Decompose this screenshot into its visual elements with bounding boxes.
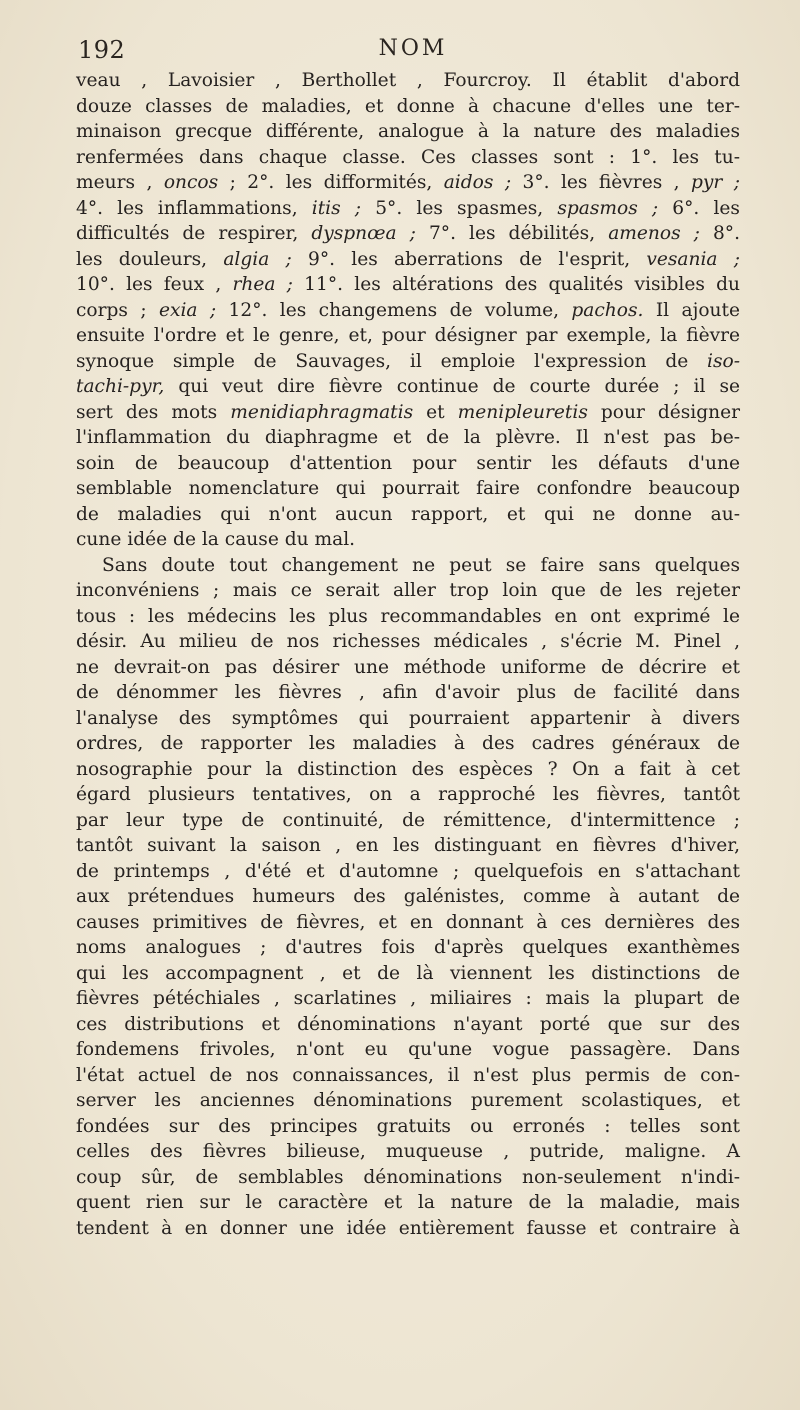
italic-term: pyr ; — [691, 172, 741, 193]
italic-term: vesania ; — [646, 248, 740, 270]
text-run: quent rien sur le caractère et la nature de la maladie, mais — [76, 1192, 740, 1213]
italic-term: exia ; — [158, 299, 217, 321]
text-line — [76, 1012, 740, 1038]
text-run: noms analogues ; d'autres fois d'après quelques exanthèmes — [76, 937, 740, 958]
text-run: l'inflammation du diaphragme et de la plèvre. Il n'est pas be- — [76, 427, 740, 448]
text-line — [76, 170, 740, 196]
running-head: NOM — [378, 36, 448, 61]
text-run: 9°. les aberrations de l'esprit, — [291, 248, 647, 270]
text-run: 12°. les changemens de volume, — [216, 299, 572, 321]
text-run: ne devrait-on pas désirer une méthode uniforme de décrire et — [76, 656, 740, 678]
text-line — [76, 196, 740, 222]
text-run: minaison grecque différente, analogue à la nature des maladies — [76, 121, 740, 142]
text-run: qui veut dire fièvre continue de courte durée ; il se — [164, 376, 740, 397]
text-run: 5°. les spasmes, — [361, 197, 558, 219]
text-line — [76, 1088, 740, 1114]
text-line — [76, 578, 740, 604]
text-run: veau , Lavoisier , Berthollet , Fourcroy. Il établit d'abord — [76, 70, 740, 91]
italic-term: iso- — [707, 350, 740, 372]
text-run: celles des fièvres bilieuse, muqueuse , putride, maligne. A — [76, 1141, 740, 1162]
text-run: 6°. les — [658, 197, 740, 219]
text-run: ces distributions et dénominations n'ayant porté que sur des — [76, 1013, 740, 1035]
text-line — [76, 604, 740, 630]
italic-term: oncos — [163, 172, 219, 193]
text-run: nosographie pour la distinction des espèces ? On a fait à cet — [76, 758, 740, 780]
text-line — [76, 731, 740, 757]
text-line — [76, 1190, 740, 1216]
text-run: inconvéniens ; mais ce serait aller trop loin que de les rejeter — [76, 580, 740, 601]
text-line — [76, 859, 740, 885]
body-text — [76, 68, 740, 1241]
italic-term: tachi-pyr, — [76, 376, 165, 397]
text-run: et — [413, 401, 458, 423]
text-run: 10°. les feux , — [76, 274, 233, 295]
text-run: de maladies qui n'ont aucun rapport, et qui ne donne au- — [76, 503, 740, 525]
text-line — [76, 680, 740, 706]
text-run: l'état actuel de nos connaissances, il n'est plus permis de con- — [76, 1064, 740, 1086]
text-run: tous : les médecins les plus recommandables en ont exprimé le — [76, 605, 740, 627]
text-line — [76, 1037, 740, 1063]
text-run: ensuite l'ordre et le genre, et, pour désigner par exemple, la fièvre — [76, 325, 740, 346]
text-run: les douleurs, — [76, 248, 224, 270]
text-run: corps ; — [76, 299, 159, 321]
italic-term: amenos ; — [608, 223, 700, 244]
italic-term: dyspnœa ; — [311, 223, 416, 244]
page-number: 192 — [78, 36, 126, 64]
text-line — [76, 884, 740, 910]
text-run: Sans doute tout changement ne peut se faire sans quelques — [102, 554, 740, 576]
text-line — [76, 400, 740, 426]
text-line — [76, 553, 740, 579]
text-line — [76, 94, 740, 120]
italic-term: menipleuretis — [457, 401, 588, 423]
text-run: cune idée de la cause du mal. — [76, 529, 356, 550]
text-run: Il ajoute — [643, 299, 740, 321]
text-line — [76, 374, 740, 400]
text-line — [76, 1165, 740, 1191]
text-run: égard plusieurs tentatives, on a rapproché les fièvres, tantôt — [76, 784, 740, 805]
text-line — [76, 629, 740, 655]
text-line — [76, 808, 740, 834]
text-run: de dénommer les fièvres , afin d'avoir plus de facilité dans — [76, 682, 740, 703]
text-run: 3°. les fièvres , — [511, 172, 692, 193]
italic-term: menidiaphragmatis — [230, 401, 414, 423]
text-line — [76, 145, 740, 171]
text-line — [76, 706, 740, 732]
text-run: soin de beaucoup d'attention pour sentir les défauts d'une — [76, 452, 740, 474]
text-line — [76, 986, 740, 1012]
italic-term: pachos. — [571, 299, 644, 321]
text-line — [76, 476, 740, 502]
text-run: par leur type de continuité, de rémittence, d'intermittence ; — [76, 809, 740, 831]
text-run: désir. Au milieu de nos richesses médicales , s'écrie M. Pinel , — [76, 631, 740, 652]
text-line — [76, 1114, 740, 1140]
text-line — [76, 451, 740, 477]
text-line — [76, 425, 740, 451]
text-run: ordres, de rapporter les maladies à des cadres généraux de — [76, 733, 740, 754]
text-line — [76, 68, 740, 94]
text-run: tantôt suivant la saison , en les distinguant en fièvres d'hiver, — [76, 835, 740, 856]
text-line — [76, 1216, 740, 1242]
text-line — [76, 935, 740, 961]
text-run: 8°. — [699, 223, 740, 244]
text-run: fièvres pétéchiales , scarlatines , miliaires : mais la plupart de — [76, 988, 740, 1009]
text-run: tendent à en donner une idée entièrement fausse et contraire à — [76, 1217, 740, 1239]
text-run: aux prétendues humeurs des galénistes, comme à autant de — [76, 886, 740, 907]
text-run: difficultés de respirer, — [76, 223, 312, 244]
text-run: 4°. les inflammations, — [76, 197, 312, 219]
text-run: meurs , — [76, 172, 164, 193]
italic-term: algia ; — [223, 248, 292, 270]
text-run: semblable nomenclature qui pourrait faire confondre beaucoup — [76, 478, 740, 499]
page-header — [78, 36, 748, 70]
text-line — [76, 833, 740, 859]
text-line — [76, 1139, 740, 1165]
text-line — [76, 323, 740, 349]
italic-term: aidos ; — [443, 172, 512, 193]
text-run: synoque simple de Sauvages, il emploie l'expression de — [76, 350, 708, 372]
text-run: renfermées dans chaque classe. Ces classes sont : 1°. les tu- — [76, 146, 740, 168]
text-line — [76, 782, 740, 808]
text-line — [76, 272, 740, 298]
text-run: sert des mots — [76, 401, 231, 423]
text-run: qui les accompagnent , et de là viennent les distinctions de — [76, 962, 740, 984]
text-line — [76, 502, 740, 528]
text-run: fondées sur des principes gratuits ou erronés : telles sont — [76, 1115, 740, 1137]
text-line — [76, 910, 740, 936]
text-run: causes primitives de fièvres, et en donnant à ces dernières des — [76, 911, 740, 933]
text-run: server les anciennes dénominations purement scolastiques, et — [76, 1090, 740, 1111]
text-run: coup sûr, de semblables dénominations non-seulement n'indi- — [76, 1166, 740, 1188]
text-run: l'analyse des symptômes qui pourraient appartenir à divers — [76, 707, 740, 729]
text-line — [76, 757, 740, 783]
text-run: douze classes de maladies, et donne à chacune d'elles une ter- — [76, 95, 740, 117]
italic-term: rhea ; — [232, 274, 293, 295]
text-line — [76, 298, 740, 324]
text-line — [76, 247, 740, 273]
text-line — [76, 655, 740, 681]
text-line — [76, 349, 740, 375]
text-line — [76, 221, 740, 247]
text-run: fondemens frivoles, n'ont eu qu'une vogue passagère. Dans — [76, 1039, 740, 1060]
text-run: pour désigner — [587, 401, 740, 423]
text-run: de printemps , d'été et d'automne ; quelquefois en s'attachant — [76, 860, 740, 882]
italic-term: itis ; — [311, 197, 362, 219]
text-line — [76, 961, 740, 987]
text-line — [76, 1063, 740, 1089]
text-run: ; 2°. les difformités, — [218, 172, 444, 193]
text-line — [76, 527, 740, 553]
text-line — [76, 119, 740, 145]
text-run: 7°. les débilités, — [415, 223, 609, 244]
italic-term: spasmos ; — [557, 197, 659, 219]
text-run: 11°. les altérations des qualités visibles du — [292, 274, 740, 295]
